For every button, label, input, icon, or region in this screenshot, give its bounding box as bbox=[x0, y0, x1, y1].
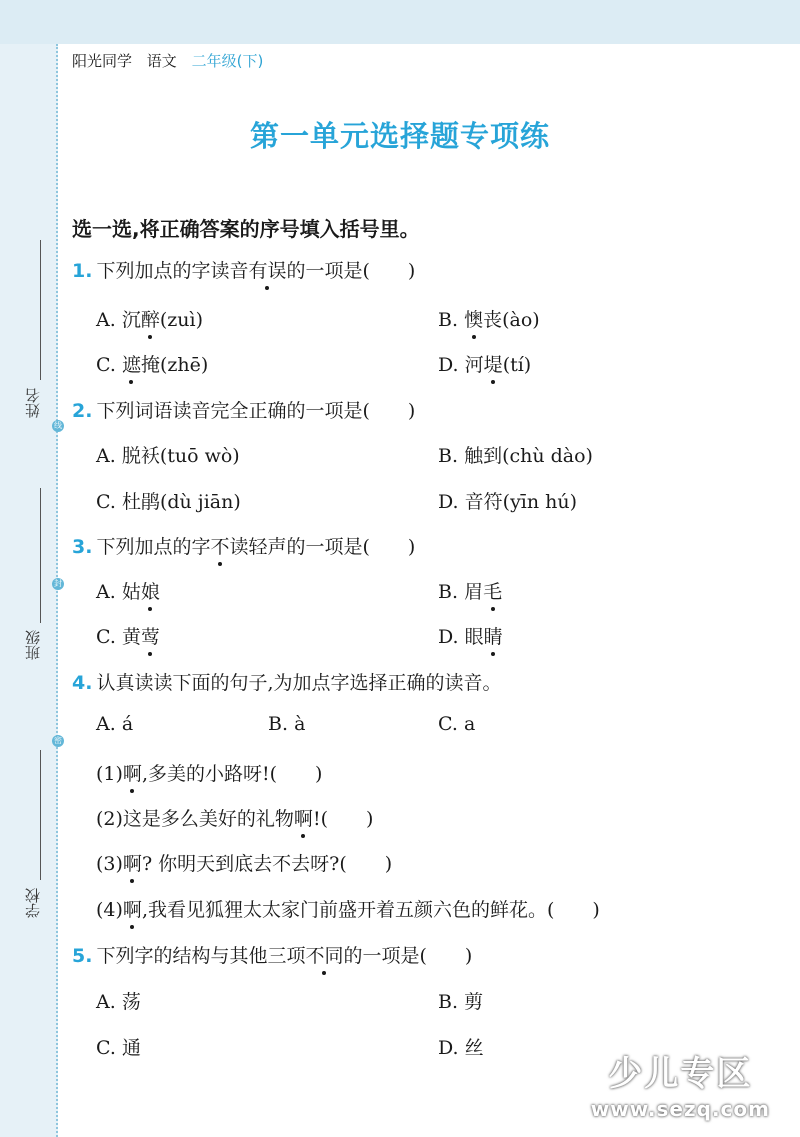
school-underline bbox=[40, 750, 41, 880]
watermark-title: 少儿专区 bbox=[608, 1054, 753, 1094]
subject-name: 语文 bbox=[146, 52, 177, 70]
question-text-end: 的一项是( ) bbox=[343, 945, 473, 967]
question-2 bbox=[72, 396, 415, 423]
school-label: 学校 bbox=[24, 888, 42, 918]
seal-mark-1: 线 bbox=[54, 421, 62, 430]
q2-option-d: D. 音符(yīn hú) bbox=[438, 491, 578, 513]
page-title: 第一单元选择题专项练 bbox=[249, 119, 550, 153]
question-5 bbox=[72, 941, 472, 968]
q1-option-a: A. 沉醉(zuì) bbox=[96, 305, 203, 332]
question-text: 下列词语读音完全正确的一项是( ) bbox=[96, 400, 416, 422]
question-text-end: 的一项是( ) bbox=[286, 260, 416, 282]
question-number: 1. bbox=[72, 260, 93, 282]
watermark-url: www.sezq.com bbox=[590, 1097, 770, 1121]
seal-mark-3: 密 bbox=[54, 736, 62, 745]
binding-dotted-line bbox=[56, 44, 58, 1137]
q4-option-a: A. á bbox=[96, 713, 134, 735]
question-text: 下列字的结构与其他三项 bbox=[96, 945, 306, 967]
q4-sub-3: (3)啊? 你明天到底去不去呀?( ) bbox=[96, 849, 392, 876]
q3-option-c: C. 黄莺 bbox=[96, 622, 160, 649]
q5-option-b: B. 剪 bbox=[438, 991, 484, 1013]
q2-option-a: A. 脱袄(tuō wò) bbox=[96, 445, 240, 467]
q5-option-d: D. 丝 bbox=[438, 1037, 484, 1059]
instruction: 选一选,将正确答案的序号填入括号里。 bbox=[72, 217, 420, 241]
q4-sub-4: (4)啊,我看见狐狸太太家门前盛开着五颜六色的鲜花。( ) bbox=[96, 895, 600, 922]
class-label: 班级 bbox=[24, 630, 42, 660]
name-label: 姓名 bbox=[24, 388, 42, 418]
q1-option-b: B. 懊丧(ào) bbox=[438, 305, 540, 332]
q3-option-a: A. 姑娘 bbox=[96, 577, 160, 604]
q4-option-c: C. a bbox=[438, 713, 476, 735]
watermark bbox=[591, 1046, 770, 1121]
q5-option-a: A. 荡 bbox=[96, 991, 141, 1013]
question-number: 3. bbox=[72, 536, 93, 558]
binding-margin bbox=[0, 44, 58, 1137]
question-3 bbox=[72, 532, 415, 559]
emphasis-text: 不 bbox=[210, 532, 229, 559]
question-number: 5. bbox=[72, 945, 93, 967]
question-text: 下列加点的字读音 bbox=[96, 260, 249, 282]
question-number: 2. bbox=[72, 400, 93, 422]
top-banner bbox=[0, 0, 800, 44]
q2-option-b: B. 触到(chù dào) bbox=[438, 445, 593, 467]
q1-option-d: D. 河堤(tí) bbox=[438, 350, 531, 377]
q5-option-c: C. 通 bbox=[96, 1037, 141, 1059]
q4-sub-1: (1)啊,多美的小路呀!( ) bbox=[96, 759, 322, 786]
grade-label: 二年级(下) bbox=[191, 52, 264, 70]
q4-sub-2: (2)这是多么美好的礼物啊!( ) bbox=[96, 804, 373, 831]
seal-mark-2: 封 bbox=[54, 579, 62, 588]
q1-option-c: C. 遮掩(zhē) bbox=[96, 350, 208, 377]
class-underline bbox=[40, 488, 41, 623]
emphasis-text: 有误 bbox=[248, 256, 286, 283]
question-text-end: 读轻声的一项是( ) bbox=[229, 536, 416, 558]
question-1 bbox=[72, 256, 415, 283]
q4-option-b: B. à bbox=[268, 713, 306, 735]
question-number: 4. bbox=[72, 672, 93, 694]
q3-option-d: D. 眼睛 bbox=[438, 622, 503, 649]
book-name: 阳光同学 bbox=[72, 52, 133, 70]
q3-option-b: B. 眉毛 bbox=[438, 577, 502, 604]
emphasis-text: 不同 bbox=[305, 941, 343, 968]
question-text: 认真读读下面的句子,为加点字选择正确的读音。 bbox=[96, 672, 502, 694]
q2-option-c: C. 杜鹃(dù jiān) bbox=[96, 491, 241, 513]
question-4 bbox=[72, 668, 502, 695]
page-header bbox=[72, 50, 273, 71]
name-underline bbox=[40, 240, 41, 380]
question-text: 下列加点的字 bbox=[96, 536, 211, 558]
